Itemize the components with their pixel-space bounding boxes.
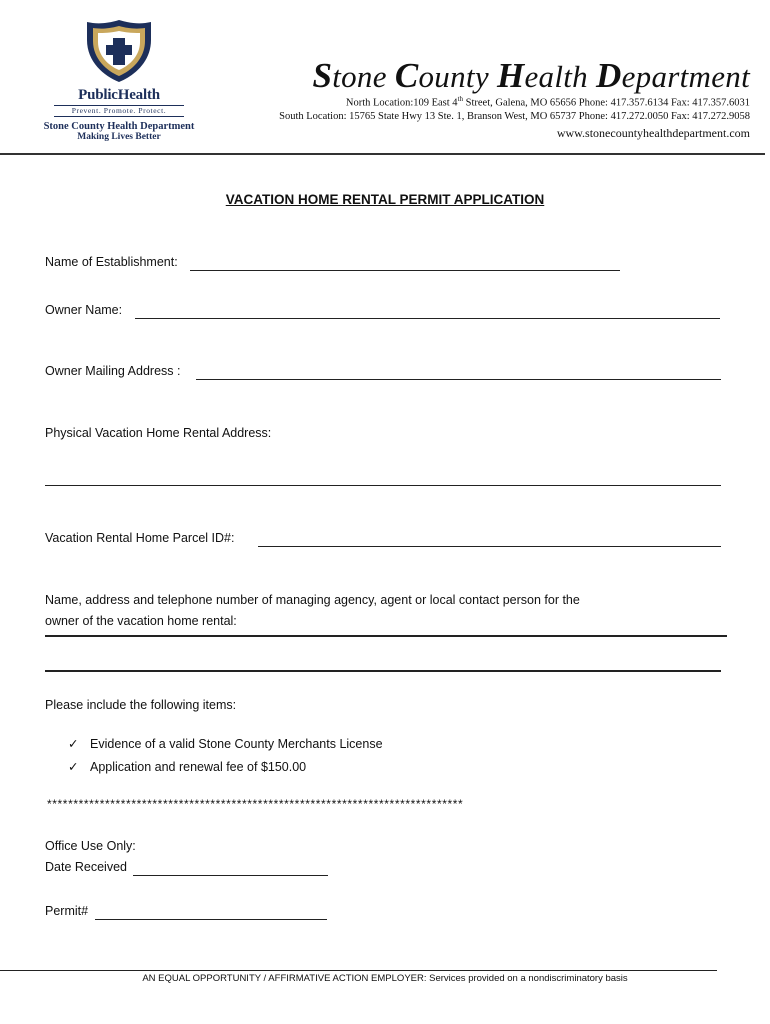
logo-org-name: Stone County Health Department xyxy=(43,121,195,132)
header-divider xyxy=(0,153,765,155)
logo-motto: Making Lives Better xyxy=(77,132,161,142)
agency-field-line2[interactable] xyxy=(45,670,721,672)
checkmark-icon: ✓ xyxy=(68,760,79,774)
form-title: VACATION HOME RENTAL PERMIT APPLICATION xyxy=(225,192,545,207)
checklist-item-text: Application and renewal fee of $150.00 xyxy=(90,760,307,774)
establishment-label: Name of Establishment: xyxy=(45,255,178,269)
physical-address-label: Physical Vacation Home Rental Address: xyxy=(45,426,272,440)
north-location xyxy=(346,95,750,109)
title-cap: D xyxy=(596,56,622,95)
owner-name-label: Owner Name: xyxy=(45,303,123,317)
south-location: South Location: 15765 State Hwy 13 Ste. 1, Branson West, MO 65737 Phone: 417.272.0050 Fax: 417.272.9058 xyxy=(279,111,750,122)
agency-field-line1[interactable] xyxy=(45,635,727,637)
title-rest: ealth xyxy=(524,59,597,94)
website: www.stonecountyhealthdepartment.com xyxy=(556,126,750,140)
logo-tagline: Prevent. Promote. Protect. xyxy=(54,105,184,117)
shield-cross-icon xyxy=(84,18,154,84)
date-received-field[interactable] xyxy=(133,875,328,876)
title-cap: C xyxy=(394,56,419,95)
mailing-address-field[interactable] xyxy=(196,379,721,380)
include-heading: Please include the following items: xyxy=(45,698,237,712)
title-rest: epartment xyxy=(621,59,750,94)
logo-public-health: PublicHealth xyxy=(78,87,160,103)
asterisk-separator: ******************************************************************************* xyxy=(47,797,464,811)
north-location-text: North Location:109 East 4 xyxy=(345,97,458,109)
footer-divider xyxy=(0,970,717,971)
parcel-id-field[interactable] xyxy=(258,546,721,547)
date-received-label: Date Received xyxy=(45,860,127,874)
checklist-item xyxy=(68,736,383,751)
department-title xyxy=(312,56,750,96)
title-cap: S xyxy=(312,56,333,95)
mailing-address-label: Owner Mailing Address : xyxy=(45,364,181,378)
permit-field[interactable] xyxy=(95,919,327,920)
checklist-item-text: Evidence of a valid Stone County Merchants License xyxy=(90,737,383,751)
title-rest: ounty xyxy=(418,59,497,94)
agency-label-line1: Name, address and telephone number of managing agency, agent or local contact person for the xyxy=(45,593,580,607)
parcel-id-label: Vacation Rental Home Parcel ID#: xyxy=(45,531,235,545)
title-rest: tone xyxy=(332,59,395,94)
office-use-heading: Office Use Only: xyxy=(45,839,136,853)
north-location-sup: th xyxy=(457,95,464,103)
establishment-field[interactable] xyxy=(190,270,620,271)
title-cap: H xyxy=(496,56,525,95)
checkmark-icon: ✓ xyxy=(68,737,79,751)
footer-statement: AN EQUAL OPPORTUNITY / AFFIRMATIVE ACTION EMPLOYER: Services provided on a nondiscriminatory basis xyxy=(142,973,628,984)
checklist-item xyxy=(68,759,306,774)
physical-address-field[interactable] xyxy=(45,485,721,486)
north-location-text-end: Street, Galena, MO 65656 Phone: 417.357.6134 Fax: 417.357.6031 xyxy=(463,97,750,109)
owner-name-field[interactable] xyxy=(135,318,720,319)
logo xyxy=(30,18,208,142)
permit-label: Permit# xyxy=(45,904,89,918)
agency-label-line2: owner of the vacation home rental: xyxy=(45,614,237,628)
